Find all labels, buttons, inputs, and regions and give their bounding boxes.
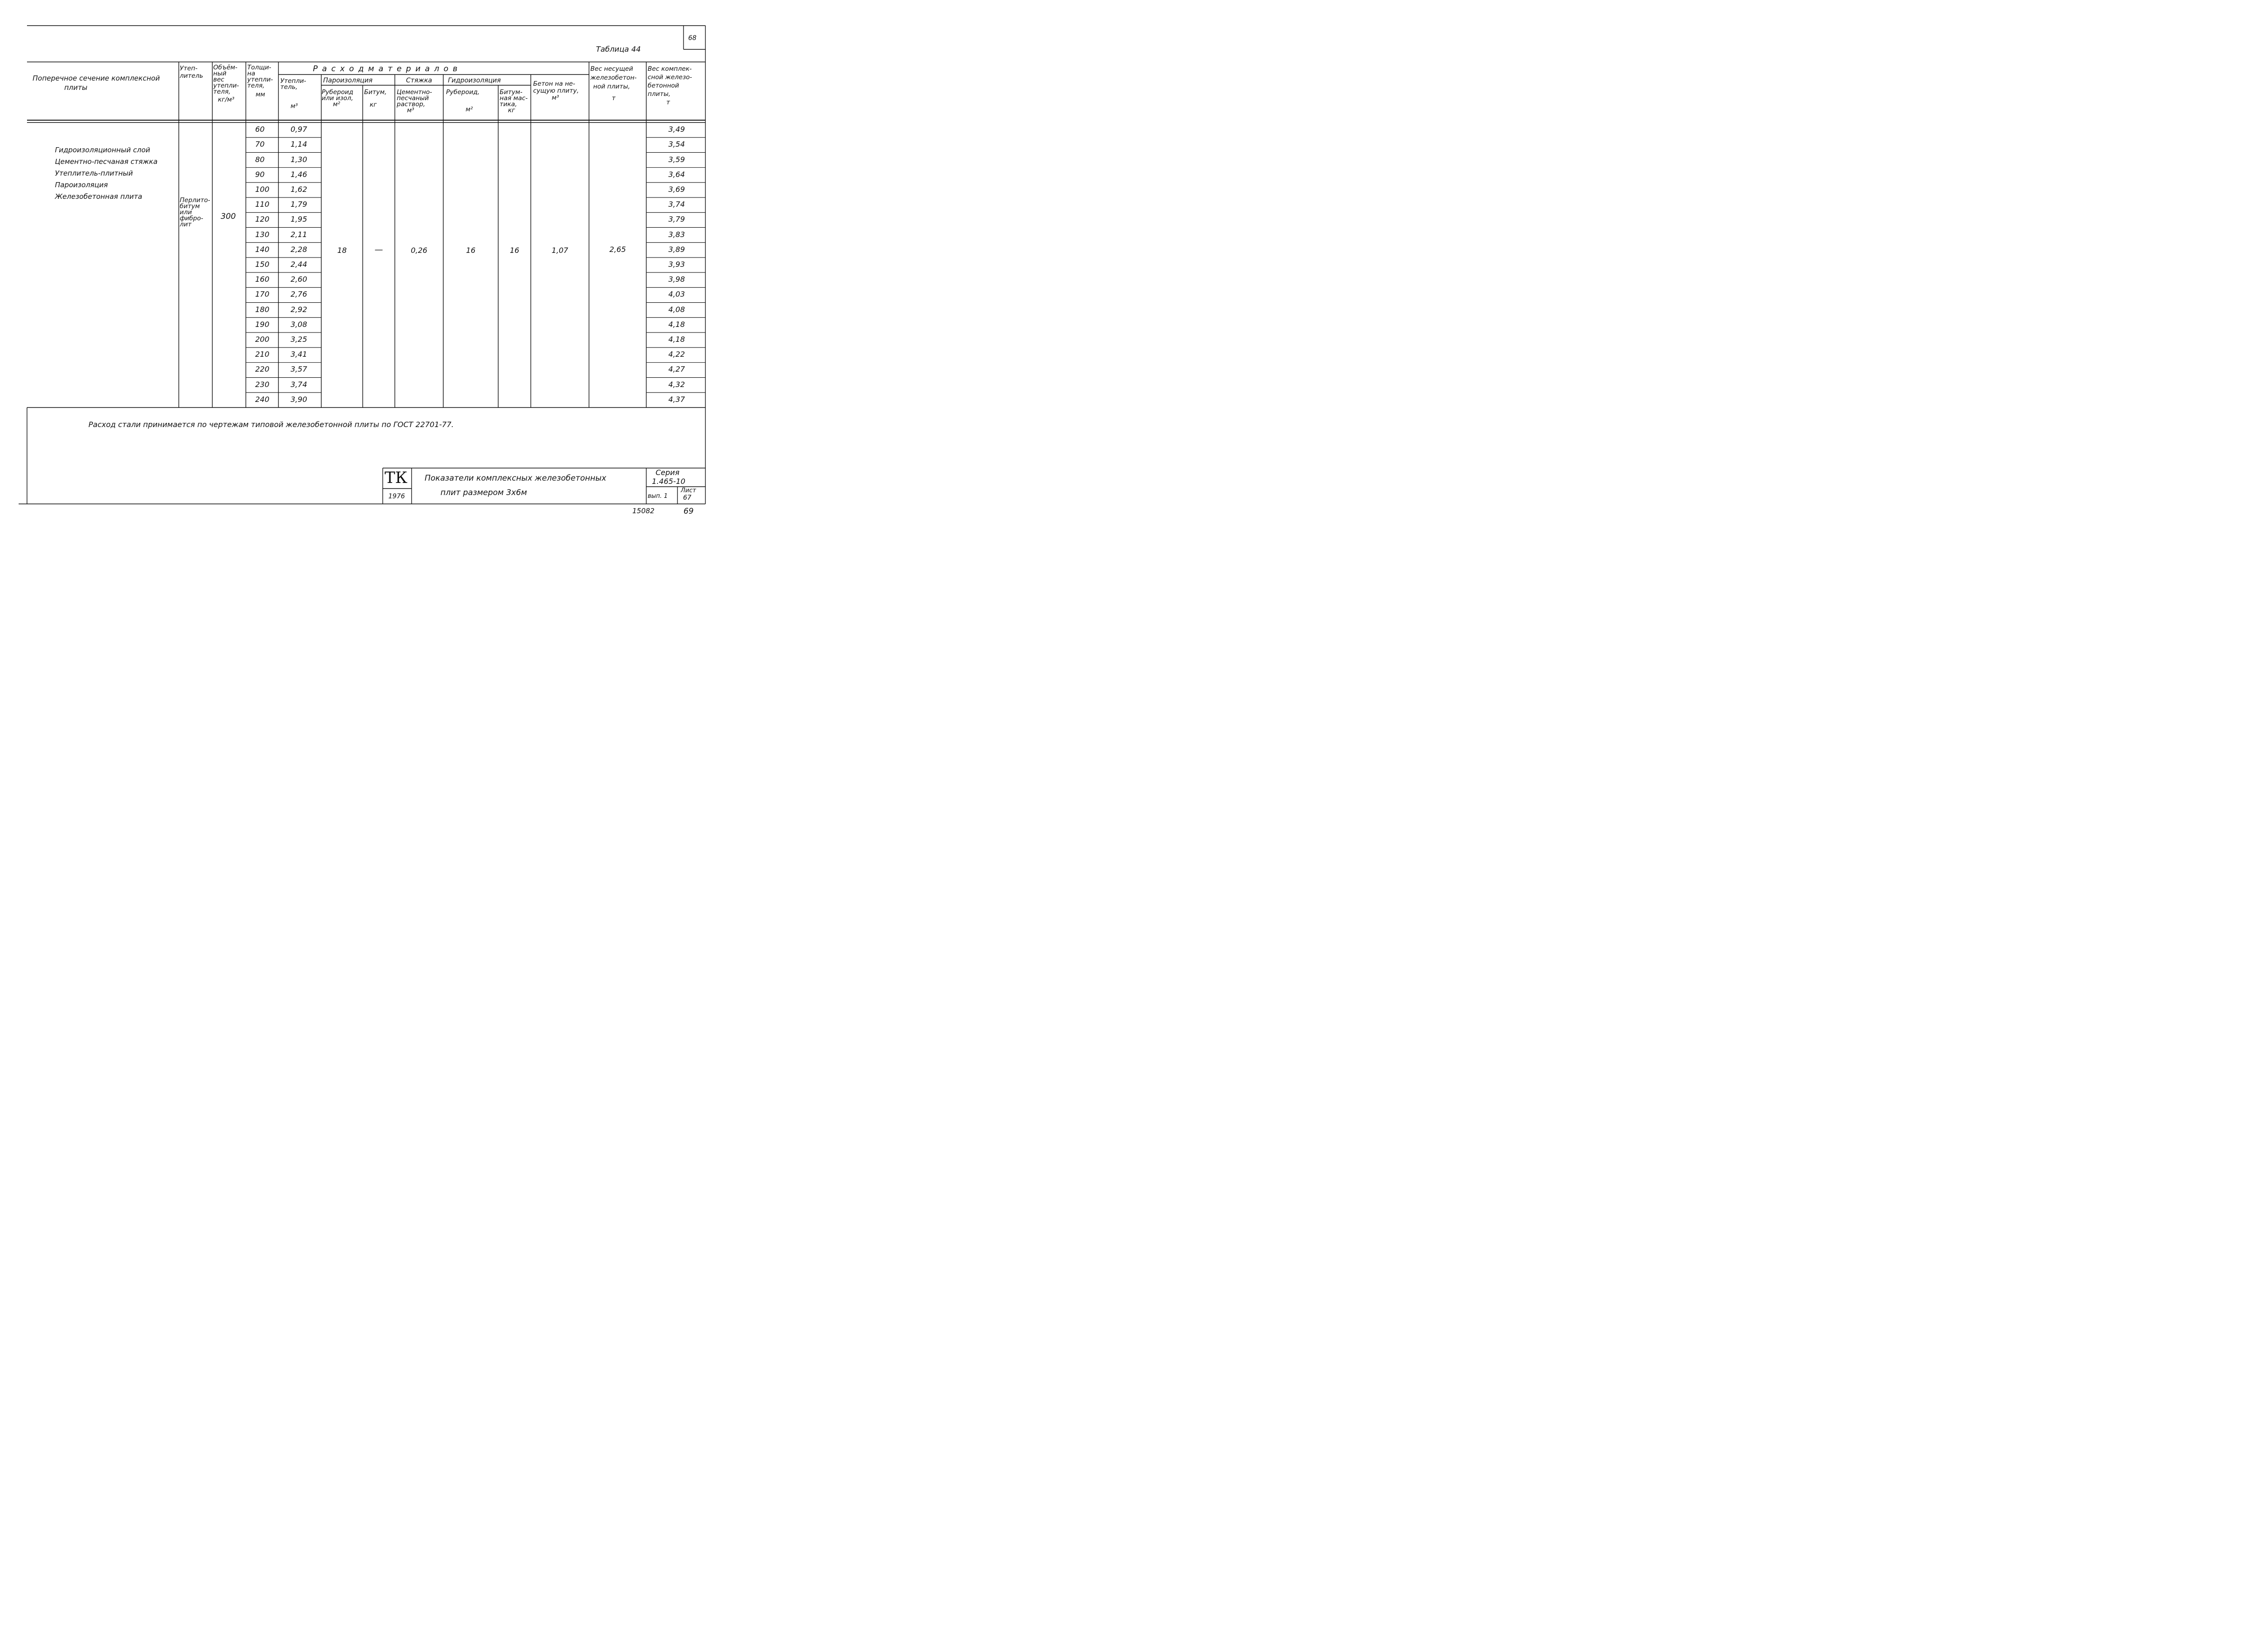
header-bearing-line2: железобетон- [590, 74, 637, 82]
header-bearing-weight [590, 65, 636, 103]
concrete-value: 1,07 [551, 246, 569, 255]
complex-weight-cell: 4,08 [668, 305, 685, 314]
insulation-volume-cell: 3,08 [291, 319, 307, 329]
header-screed: Стяжка [406, 77, 432, 84]
insulation-volume-cell: 1,79 [291, 200, 307, 209]
section-layers [55, 144, 157, 203]
header-complex-line1: Вес комплек- [648, 65, 692, 73]
insulation-name-line2: битум [180, 203, 200, 210]
insulation-volume-cell: 3,90 [291, 394, 307, 404]
header-vapor: Пароизоляция [323, 77, 373, 84]
insulation-name-line3: или [180, 209, 192, 216]
stamp-sheet-label: Лист [681, 487, 696, 494]
header-concrete-line3: м³ [552, 94, 559, 102]
complex-weight-cell: 4,18 [668, 335, 685, 344]
thickness-cell: 210 [255, 350, 270, 359]
header-vapor-bitumen [364, 89, 386, 108]
insulation-volume-cell: 3,57 [291, 365, 307, 374]
insulation-volume-cell: 3,74 [291, 380, 307, 389]
header-complex-weight [648, 65, 692, 107]
header-density-line4: утепли- [213, 82, 239, 89]
insulation-volume-cell: 2,11 [291, 230, 307, 239]
thickness-cell: 180 [255, 305, 270, 314]
insulation-name [180, 197, 210, 228]
insulation-volume-cell: 2,44 [291, 260, 307, 269]
thickness-cell: 100 [255, 184, 270, 194]
stamp-series-value: 1.465-10 [652, 477, 685, 486]
complex-weight-cell: 3,89 [668, 245, 685, 254]
header-complex-line5: т [666, 99, 670, 106]
thickness-cell: 120 [255, 215, 270, 224]
header-screed-mortar [397, 89, 432, 114]
density-value: 300 [221, 212, 236, 221]
thickness-cell: 200 [255, 335, 270, 344]
complex-weight-cell: 4,18 [668, 319, 685, 329]
insulation-volume-cell: 2,28 [291, 245, 307, 254]
thickness-cell: 190 [255, 319, 270, 329]
header-ins-vol-line1: Утепли- [280, 77, 306, 85]
insulation-volume-cell: 3,25 [291, 335, 307, 344]
header-hydro-mastic-line1: Битум- [500, 88, 522, 96]
insulation-name-line5: лит [180, 221, 192, 228]
section-layer-2: Цементно-песчаная стяжка [55, 157, 158, 166]
thickness-cell: 110 [255, 200, 270, 209]
header-vapor-roof-line2: или изол, [322, 95, 353, 102]
header-hydro-roof-line1: Рубероид, [446, 88, 480, 96]
header-vapor-roof [322, 89, 353, 108]
vapor-roof-value: 18 [337, 246, 347, 255]
thickness-cell: 70 [255, 140, 265, 149]
header-vapor-bitumen-line1: Битум, [364, 88, 387, 96]
header-screed-mortar-line1: Цементно- [397, 88, 432, 96]
complex-weight-cell: 4,32 [668, 380, 685, 389]
header-hydro: Гидроизоляция [448, 77, 501, 84]
header-bearing-line3: ной плиты, [593, 83, 630, 90]
header-density [213, 65, 239, 103]
header-vapor-bitumen-line2: кг [370, 101, 377, 109]
header-hydro-roof [446, 89, 480, 113]
insulation-volume-cell: 1,46 [291, 170, 307, 179]
header-ins-vol-line2: тель, [280, 83, 298, 91]
section-layer-5: Железобетонная плита [55, 192, 142, 201]
header-thickness-line1: Толщи- [247, 64, 271, 71]
stamp-title-line1: Показатели комплексных железобетонных [425, 474, 607, 483]
complex-weight-cell: 3,49 [668, 125, 685, 134]
stamp-sheet-value: 67 [683, 494, 691, 502]
complex-weight-cell: 4,03 [668, 290, 685, 299]
thickness-cell: 80 [255, 155, 265, 164]
header-insulation-line2: литель [180, 72, 203, 80]
insulation-volume-cell: 1,30 [291, 155, 307, 164]
steel-note: Расход стали принимается по чертежам типовой железобетонной плиты по ГОСТ 22701-77. [88, 420, 454, 429]
insulation-volume-cell: 1,95 [291, 215, 307, 224]
bearing-weight-value: 2,65 [609, 245, 626, 254]
header-hydro-roof-line2: м² [466, 106, 473, 113]
header-vapor-roof-line1: Рубероид [322, 88, 353, 96]
header-section [33, 74, 160, 92]
complex-weight-cell: 3,64 [668, 170, 685, 179]
stamp-title-line2: плит размером 3x6м [440, 488, 527, 497]
complex-weight-cell: 3,59 [668, 155, 685, 164]
section-layer-1: Гидроизоляционный слой [55, 146, 150, 154]
insulation-volume-cell: 2,76 [291, 290, 307, 299]
stamp-year: 1976 [388, 493, 405, 500]
insulation-volume-cell: 2,60 [291, 275, 307, 284]
header-bearing-line1: Вес несущей [590, 65, 633, 73]
thickness-cell: 170 [255, 290, 270, 299]
header-ins-vol-line3: м³ [291, 102, 298, 110]
section-layer-3: Утеплитель-плитный [55, 169, 133, 177]
header-thickness-line5: мм [256, 91, 265, 98]
insulation-name-line1: Перлито- [180, 197, 210, 204]
vapor-bitumen-value: — [374, 245, 383, 255]
insulation-name-line4: фибро- [180, 215, 203, 222]
header-insulation-volume [280, 78, 306, 109]
thickness-cell: 90 [255, 170, 265, 179]
header-complex-line3: бетонной [648, 82, 679, 89]
stamp-logo: ТК [385, 469, 407, 487]
header-thickness [247, 65, 273, 98]
header-thickness-line3: утепли- [247, 76, 273, 83]
thickness-cell: 240 [255, 394, 270, 404]
insulation-volume-cell: 3,41 [291, 350, 307, 359]
header-complex-line2: сной железо- [648, 74, 692, 81]
header-insulation [180, 65, 203, 80]
table-title: Таблица 44 [596, 45, 641, 54]
section-layer-4: Пароизоляция [55, 181, 108, 189]
header-hydro-mastic-line3: тика, [500, 101, 517, 108]
sheet-number: 68 [688, 34, 697, 42]
header-thickness-line2: на [247, 70, 256, 77]
header-thickness-line4: теля, [247, 82, 265, 89]
complex-weight-cell: 4,27 [668, 365, 685, 374]
header-hydro-mastic-line4: кг [508, 107, 515, 114]
insulation-volume-cell: 1,62 [291, 184, 307, 194]
header-insulation-line1: Утеп- [180, 65, 198, 72]
complex-weight-cell: 3,93 [668, 260, 685, 269]
header-hydro-mastic-line2: ная мас- [500, 95, 528, 102]
header-concrete-line1: Бетон на не- [533, 80, 575, 88]
thickness-cell: 130 [255, 230, 270, 239]
hydro-mastic-value: 16 [509, 246, 520, 255]
insulation-volume-cell: 1,14 [291, 140, 307, 149]
header-density-line1: Объём- [213, 64, 237, 71]
header-screed-mortar-line3: раствор, [397, 101, 426, 108]
header-consumption: Р а с х о д м а т е р и а л о в [313, 64, 459, 74]
header-concrete-line2: сущую плиту, [533, 87, 579, 95]
header-screed-mortar-line2: песчаный [397, 95, 429, 102]
complex-weight-cell: 3,69 [668, 184, 685, 194]
thickness-cell: 150 [255, 260, 270, 269]
insulation-volume-cell: 2,92 [291, 305, 307, 314]
header-vapor-roof-line3: м² [333, 101, 340, 108]
header-section-line1: Поперечное сечение комплексной [33, 74, 160, 82]
stamp-issue: вып. 1 [648, 493, 668, 500]
thickness-cell: 230 [255, 380, 270, 389]
complex-weight-cell: 3,54 [668, 140, 685, 149]
complex-weight-cell: 3,98 [668, 275, 685, 284]
footer-right-number: 69 [684, 507, 694, 516]
header-density-line6: кг/м³ [218, 96, 235, 103]
header-hydro-mastic [500, 89, 528, 114]
hydro-roof-value: 16 [466, 246, 476, 255]
thickness-cell: 160 [255, 275, 270, 284]
header-bearing-line4: т [612, 95, 616, 102]
header-density-line3: вес [213, 76, 224, 83]
header-screed-mortar-line4: м³ [407, 107, 414, 114]
stamp-series-label: Серия [656, 468, 680, 477]
screed-value: 0,26 [411, 246, 427, 255]
header-section-line2: плиты [64, 83, 88, 92]
header-density-line2: ный [213, 70, 227, 77]
complex-weight-cell: 3,83 [668, 230, 685, 239]
footer-left-number: 15082 [632, 507, 655, 515]
thickness-cell: 220 [255, 365, 270, 374]
header-complex-line4: плиты, [648, 90, 671, 98]
header-density-line5: теля, [213, 88, 231, 95]
header-concrete [533, 81, 579, 102]
complex-weight-cell: 3,74 [668, 200, 685, 209]
complex-weight-cell: 3,79 [668, 215, 685, 224]
complex-weight-cell: 4,22 [668, 350, 685, 359]
insulation-volume-cell: 0,97 [291, 125, 307, 134]
thickness-cell: 140 [255, 245, 270, 254]
thickness-cell: 60 [255, 125, 265, 134]
complex-weight-cell: 4,37 [668, 394, 685, 404]
